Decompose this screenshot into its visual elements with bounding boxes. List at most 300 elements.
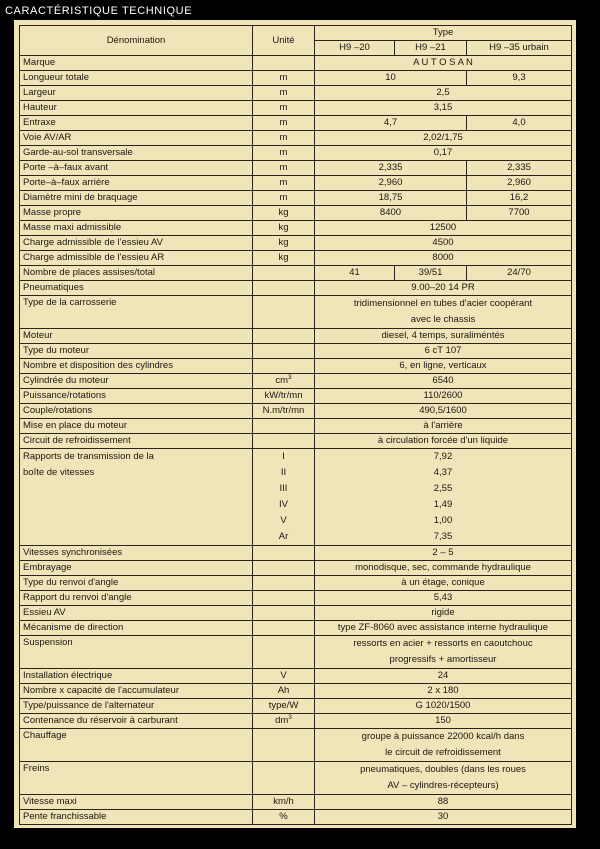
row-name: [20, 729, 253, 762]
row-value-text: 0,17: [433, 147, 453, 158]
row-value-all: [315, 810, 572, 825]
row-unit: [253, 266, 315, 281]
row-value-text: 2,02/1,75: [423, 132, 463, 143]
row-name: [20, 116, 253, 131]
row-unit: [253, 606, 315, 621]
gear-ratio: [315, 513, 572, 529]
row-name: [20, 206, 253, 221]
gear-ratio: [315, 497, 572, 513]
row-name: [20, 699, 253, 714]
row-unit-text: m: [279, 147, 288, 158]
row-name-text: Hauteur: [23, 102, 57, 113]
row-value-text: 12500: [429, 222, 457, 233]
table-row: [20, 669, 572, 684]
table-row: [20, 591, 572, 606]
gear-ratio-text: 1,49: [433, 499, 453, 510]
table-row: [20, 101, 572, 116]
gear-number-text: V: [280, 515, 287, 526]
row-value-all: [315, 561, 572, 576]
row-unit-text: kW/tr/mn: [264, 390, 303, 401]
row-value-all: [315, 621, 572, 636]
row-name-text: Pente franchissable: [23, 811, 107, 822]
row-value-line: groupe à puissance 22000 kcal/h dans: [361, 731, 525, 742]
row-value-h9-35: [467, 206, 572, 221]
header-type-label: Type: [432, 27, 454, 38]
table-row: [20, 236, 572, 251]
gearbox-label-cell: [20, 449, 253, 466]
row-unit: [253, 101, 315, 116]
row-name: [20, 636, 253, 669]
table-row: [20, 606, 572, 621]
table-row: [20, 762, 572, 795]
table-row: [20, 221, 572, 236]
table-row: [20, 404, 572, 419]
gear-number: [253, 497, 315, 513]
row-value-h9-20-21: [315, 206, 467, 221]
row-name: [20, 86, 253, 101]
table-row: [20, 714, 572, 729]
header-model: [467, 41, 572, 56]
row-value-text: type ZF-8060 avec assistance interne hydraulique: [337, 622, 549, 633]
row-value-text: 5,43: [433, 592, 453, 603]
table-row: [20, 71, 572, 86]
row-unit: [253, 636, 315, 669]
row-unit: [253, 146, 315, 161]
row-name-text: Embrayage: [23, 562, 72, 573]
table-row: [20, 576, 572, 591]
row-unit: [253, 176, 315, 191]
row-value-text: 18,75: [378, 192, 403, 203]
row-value-text: 4,0: [512, 117, 526, 128]
row-value-h9-20-21: [315, 176, 467, 191]
row-unit: [253, 434, 315, 449]
row-value-all: [315, 281, 572, 296]
row-unit-text: %: [279, 811, 288, 822]
row-name-text: Mécanisme de direction: [23, 622, 124, 633]
row-unit: [253, 344, 315, 359]
row-unit: [253, 762, 315, 795]
row-value-text: 2,335: [378, 162, 403, 173]
row-unit: [253, 621, 315, 636]
row-unit-text: kg: [278, 207, 289, 218]
row-unit-text: m: [279, 87, 288, 98]
header-unite-label: Unité: [272, 34, 295, 46]
table-row: [20, 374, 572, 389]
gear-row: [20, 497, 572, 513]
row-value-line: avec le chassis: [410, 314, 476, 325]
row-name-text: Circuit de refroidissement: [23, 435, 131, 446]
header-model-label: H9 –21: [415, 42, 446, 53]
row-name: [20, 236, 253, 251]
row-value-line: pneumatiques, doubles (dans les roues: [360, 764, 526, 775]
row-value-all: [315, 296, 572, 329]
gear-row: [20, 513, 572, 529]
row-value-all: [315, 251, 572, 266]
table-row: [20, 729, 572, 762]
row-value-line: le circuit de refroidissement: [385, 747, 501, 758]
row-unit-text: cm: [275, 375, 289, 386]
row-value-text: G 1020/1500: [415, 700, 471, 711]
row-unit: [253, 389, 315, 404]
table-row: [20, 546, 572, 561]
table-row: [20, 561, 572, 576]
row-name: [20, 344, 253, 359]
table-row: [20, 359, 572, 374]
row-value-all: [315, 56, 572, 71]
row-value-all: [315, 434, 572, 449]
gearbox-label-cell: [20, 497, 253, 513]
row-name: [20, 191, 253, 206]
row-value-all: [315, 591, 572, 606]
row-value-all: [315, 546, 572, 561]
row-name-text: Garde-au-sol transversale: [23, 147, 133, 158]
row-value-text: 4500: [432, 237, 454, 248]
row-name-text: Nombre x capacité de l'accumulateur: [23, 685, 179, 696]
row-name: [20, 71, 253, 86]
row-unit: [253, 669, 315, 684]
header-denomination: [20, 26, 253, 56]
table-row: [20, 344, 572, 359]
row-value-line: tridimensionnel en tubes d'acier coopérant: [353, 298, 533, 309]
row-value-all: [315, 329, 572, 344]
row-value-h9-20-21: [315, 191, 467, 206]
gearbox-label-text: boîte de vitesses: [23, 467, 95, 478]
row-value-text: à circulation forcée d'un liquide: [377, 435, 509, 446]
row-value-all: [315, 221, 572, 236]
row-unit: [253, 86, 315, 101]
row-value-all: [315, 576, 572, 591]
row-value-text: 3,15: [433, 102, 453, 113]
table-row: [20, 389, 572, 404]
row-value-all: [315, 714, 572, 729]
row-unit: [253, 131, 315, 146]
row-unit: [253, 419, 315, 434]
row-name-text: Masse propre: [23, 207, 82, 218]
row-value-all: [315, 86, 572, 101]
row-unit: [253, 591, 315, 606]
row-value-h9-35: [467, 176, 572, 191]
gear-row: [20, 449, 572, 466]
row-value-text: 6 cT 107: [424, 345, 462, 356]
row-name: [20, 419, 253, 434]
row-unit-superscript: 3: [288, 713, 292, 721]
row-name-text: Vitesses synchronisées: [23, 547, 123, 558]
row-name: [20, 795, 253, 810]
row-unit-text: m: [279, 102, 288, 113]
gearbox-label-text: Rapports de transmission de la: [23, 451, 154, 462]
row-value-text: 9.00–20 14 PR: [411, 282, 475, 293]
row-unit: [253, 561, 315, 576]
table-row: [20, 684, 572, 699]
gear-number: [253, 449, 315, 466]
row-name: [20, 576, 253, 591]
row-value-all: [315, 389, 572, 404]
gear-ratio-text: 1,00: [433, 515, 453, 526]
row-name: [20, 561, 253, 576]
row-name: [20, 669, 253, 684]
row-name-text: Charge admissible de l'essieu AV: [23, 237, 163, 248]
table-row: [20, 251, 572, 266]
row-name: [20, 251, 253, 266]
row-name: [20, 161, 253, 176]
row-unit: [253, 296, 315, 329]
row-name-text: Voie AV/AR: [23, 132, 72, 143]
row-unit: [253, 221, 315, 236]
row-name: [20, 810, 253, 825]
row-value-text: 2,960: [507, 177, 531, 188]
table-row: [20, 146, 572, 161]
row-value-text: 2 – 5: [432, 547, 454, 558]
row-unit: [253, 281, 315, 296]
table-row: [20, 86, 572, 101]
row-name: [20, 404, 253, 419]
row-unit: [253, 699, 315, 714]
row-value-all: [315, 795, 572, 810]
row-unit: [253, 729, 315, 762]
row-unit-text: Ah: [277, 685, 290, 696]
row-value-all: [315, 359, 572, 374]
row-unit-text: kg: [278, 222, 289, 233]
gearbox-label-cell: [20, 529, 253, 546]
row-value-model-2: [395, 266, 467, 281]
row-name-text: Marque: [23, 57, 56, 68]
row-name-text: Type du renvoi d'angle: [23, 577, 119, 588]
row-value-model-3: [467, 266, 572, 281]
row-value-text: 24: [437, 670, 449, 681]
row-name-text: Chauffage: [23, 730, 67, 741]
row-unit-text: km/h: [273, 796, 294, 807]
row-unit-text: V: [280, 670, 287, 681]
row-name-text: Couple/rotations: [23, 405, 93, 416]
gear-ratio: [315, 449, 572, 466]
row-value-all: [315, 419, 572, 434]
row-value-h9-35: [467, 161, 572, 176]
row-name: [20, 131, 253, 146]
row-value-all: [315, 374, 572, 389]
header-model-label: H9 –35 urbain: [489, 42, 549, 53]
row-unit: [253, 795, 315, 810]
row-unit: [253, 714, 315, 729]
row-unit-text: m: [279, 117, 288, 128]
row-unit: [253, 161, 315, 176]
row-value-text: 10: [385, 72, 396, 83]
row-value-text: à un étage, conique: [401, 577, 485, 588]
gear-ratio: [315, 529, 572, 546]
gear-ratio-text: 4,37: [433, 467, 453, 478]
row-name-text: Rapport du renvoi d'angle: [23, 592, 132, 603]
row-name-text: Type/puissance de l'alternateur: [23, 700, 155, 711]
row-name-text: Longueur totale: [23, 72, 90, 83]
row-value-text: à l'arrière: [423, 420, 463, 431]
row-value-h9-20-21: [315, 161, 467, 176]
row-name: [20, 714, 253, 729]
row-name: [20, 606, 253, 621]
row-value-text: monodisque, sec, commande hydraulique: [355, 562, 531, 573]
row-unit: [253, 329, 315, 344]
table-row: [20, 434, 572, 449]
row-name: [20, 101, 253, 116]
row-name-text: Nombre de places assises/total: [23, 267, 156, 278]
row-value-text: rigide: [431, 607, 455, 618]
gear-row: [20, 481, 572, 497]
row-name-text: Porte –à–faux avant: [23, 162, 109, 173]
row-value-text: 39/51: [418, 267, 443, 278]
table-row: [20, 329, 572, 344]
row-value-h9-20-21: [315, 116, 467, 131]
gearbox-label-cell: [20, 465, 253, 481]
row-value-line: progressifs + amortisseur: [389, 654, 497, 665]
table-row: [20, 699, 572, 714]
row-name-text: Installation électrique: [23, 670, 113, 681]
row-value-text: 7700: [508, 207, 530, 218]
table-row: [20, 795, 572, 810]
row-name-text: Contenance du réservoir à carburant: [23, 715, 178, 726]
table-row: [20, 621, 572, 636]
row-name-text: Entraxe: [23, 117, 56, 128]
header-denomination-label: Dénomination: [106, 34, 166, 46]
gearbox-label-cell: [20, 481, 253, 497]
row-unit-text: m: [279, 192, 288, 203]
row-value-text: 2 x 180: [427, 685, 459, 696]
row-value-text: 24/70: [507, 267, 531, 278]
row-name: [20, 591, 253, 606]
table-row: [20, 266, 572, 281]
row-name-text: Diamètre mini de braquage: [23, 192, 138, 203]
row-value-text: 16,2: [509, 192, 529, 203]
row-value-h9-20-21: [315, 71, 467, 86]
row-name-text: Charge admissible de l'essieu AR: [23, 252, 165, 263]
row-value-text: 30: [437, 811, 449, 822]
gear-number-text: Ar: [278, 531, 289, 542]
row-name-text: Pneumatiques: [23, 282, 84, 293]
row-name: [20, 762, 253, 795]
gear-number: [253, 465, 315, 481]
row-unit: [253, 56, 315, 71]
row-name: [20, 296, 253, 329]
row-unit-superscript: 3: [288, 373, 292, 381]
row-value-text: 6540: [432, 375, 454, 386]
row-value-all: [315, 344, 572, 359]
row-value-all: [315, 636, 572, 669]
row-unit-text: kg: [278, 252, 289, 263]
row-value-text: 9,3: [512, 72, 526, 83]
table-row: [20, 810, 572, 825]
row-value-all: [315, 101, 572, 116]
gear-row: [20, 465, 572, 481]
row-name-text: Moteur: [23, 330, 53, 341]
row-name: [20, 434, 253, 449]
row-value-text: 8000: [432, 252, 454, 263]
row-name: [20, 221, 253, 236]
row-value-line: ressorts en acier + ressorts en caoutchouc: [353, 638, 533, 649]
row-value-all: [315, 762, 572, 795]
row-value-text: 88: [437, 796, 449, 807]
row-unit-text: N.m/tr/mn: [262, 405, 305, 416]
row-name-text: Type de la carrosserie: [23, 297, 117, 308]
gear-number: [253, 529, 315, 546]
row-unit-text: kg: [278, 237, 289, 248]
row-name: [20, 146, 253, 161]
header-unite: [253, 26, 315, 56]
spec-sheet: [14, 20, 576, 828]
row-name-text: Freins: [23, 763, 50, 774]
row-unit-text: m: [279, 72, 288, 83]
row-value-text: A U T O S A N: [413, 57, 473, 68]
row-value-all: [315, 669, 572, 684]
gear-number-text: I: [282, 451, 285, 462]
row-unit: [253, 71, 315, 86]
row-value-text: 2,5: [436, 87, 450, 98]
table-row: [20, 131, 572, 146]
row-unit: [253, 404, 315, 419]
row-value-text: 41: [349, 267, 360, 278]
row-unit: [253, 359, 315, 374]
gear-ratio-text: 7,35: [433, 531, 453, 542]
gearbox-label-cell: [20, 513, 253, 529]
row-value-text: 4,7: [383, 117, 398, 128]
row-name-text: Largeur: [23, 87, 56, 98]
row-value-all: [315, 131, 572, 146]
page-heading: CARACTÉRISTIQUE TECHNIQUE: [5, 5, 193, 17]
row-unit-text: m: [279, 162, 288, 173]
gear-number-text: III: [279, 483, 288, 494]
row-value-text: 490,5/1600: [419, 405, 467, 416]
row-value-all: [315, 606, 572, 621]
gear-row: [20, 529, 572, 546]
table-row: [20, 176, 572, 191]
row-name-text: Masse maxi admissible: [23, 222, 122, 233]
row-name: [20, 266, 253, 281]
row-name: [20, 56, 253, 71]
row-value-all: [315, 404, 572, 419]
row-name: [20, 374, 253, 389]
row-value-all: [315, 146, 572, 161]
gear-ratio-text: 7,92: [433, 451, 453, 462]
gear-ratio: [315, 481, 572, 497]
row-unit: [253, 206, 315, 221]
table-row: [20, 636, 572, 669]
row-name: [20, 329, 253, 344]
row-name-text: Porte–à–faux arrière: [23, 177, 110, 188]
table-row: [20, 419, 572, 434]
row-name-text: Mise en place du moteur: [23, 420, 128, 431]
row-name: [20, 546, 253, 561]
header-model-label: H9 –20: [339, 42, 370, 53]
row-value-text: 8400: [379, 207, 402, 218]
row-value-all: [315, 699, 572, 714]
row-value-h9-35: [467, 191, 572, 206]
gear-ratio: [315, 465, 572, 481]
row-unit-text: dm: [275, 715, 289, 726]
table-row: [20, 116, 572, 131]
row-name-text: Nombre et disposition des cylindres: [23, 360, 173, 371]
row-value-text: 110/2600: [423, 390, 463, 401]
gear-number: [253, 513, 315, 529]
row-name: [20, 621, 253, 636]
row-value-text: 6, en ligne, verticaux: [399, 360, 487, 371]
row-name-text: Type du moteur: [23, 345, 90, 356]
row-name-text: Essieu AV: [23, 607, 66, 618]
row-name: [20, 684, 253, 699]
row-unit-text: type/W: [268, 700, 299, 711]
row-value-all: [315, 236, 572, 251]
row-unit: [253, 251, 315, 266]
gear-number: [253, 481, 315, 497]
row-value-text: 2,335: [507, 162, 531, 173]
row-value-h9-35: [467, 71, 572, 86]
row-value-model-1: [315, 266, 395, 281]
gear-ratio-text: 2,55: [433, 483, 453, 494]
